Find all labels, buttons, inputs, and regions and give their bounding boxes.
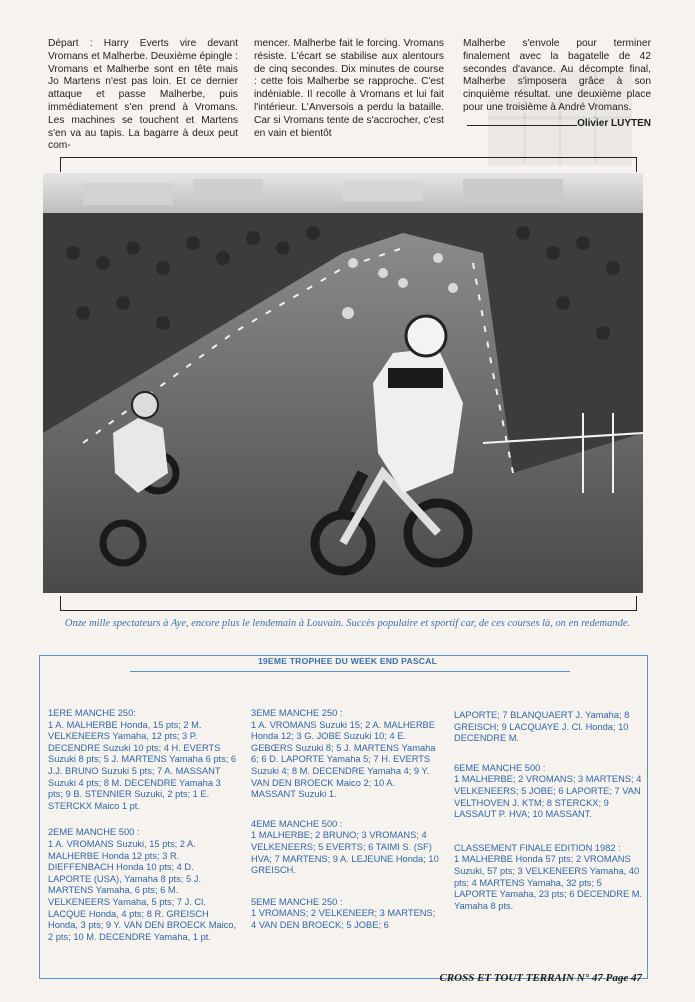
result-text: 1 A. VROMANS Suzuki 15; 2 A. MALHERBE Honda 12; 3 G. JOBE Suzuki 10; 4 E. GEBŒRS Suzuki 8; 5 J. MARTENS Yamaha 6; 6 D. LAPORTE Yamaha 5; 7 H. EVERTS Suzuki 4; 8 M. DECENDRE Yamaha 4; 9 Y. VAN DEN BROECK Maico 2; 10 A. MASSANT Suzuki 1. [251, 719, 436, 800]
author-name: Olivier LUYTEN [577, 118, 651, 129]
result-block [48, 827, 238, 943]
result-block [251, 897, 441, 932]
result-heading: 2EME MANCHE 500 : [48, 827, 140, 838]
result-heading: 1ERE MANCHE 250: [48, 708, 136, 718]
results-column-1 [48, 708, 238, 958]
result-text: 1 A. VROMANS Suzuki, 15 pts; 2 A. MALHERBE Honda 12 pts; 3 R. DIEFFENBACH Honda 10 pts; 4 D. LAPORTE (USA), Yamaha 8 pts; 5 J. MARTENS Yamaha, 6 pts; 6 M. VELKENEERS Yamaha, 5 pts; 7 J. Cl. LACQUE Honda, 4 pts; 8 R. GREISCH Honda, 3 pts; 9 Y. VAN DEN BROECK Maico, 2 pts; 10 M. DECENDRE Yamaha, 1 pt. [48, 838, 237, 942]
article-column-2: mencer. Malherbe fait le forcing. Vromans résiste. L'écart se stabilise aux alentours de cinq secondes. Dix minutes de course : cette fois Malherbe se rapproche. C'est indéniable. Il recolle à Vromans et lui fait l'intérieur. L'Anversois a perdu la bataille. Car si Vromans tente de s'accrocher, c'est en vain et bientôt [254, 38, 444, 139]
result-heading: 4EME MANCHE 500 : [251, 818, 343, 829]
photo-frame-bottom [60, 596, 637, 611]
result-block [454, 710, 644, 745]
result-heading: CLASSEMENT FINALE EDITION 1982 : [454, 842, 621, 853]
author-signature [463, 118, 651, 129]
results-title: 19EME TROPHEE DU WEEK END PASCAL [257, 656, 438, 666]
article-column-3: Malherbe s'envole pour terminer finalement avec la bagatelle de 42 secondes d'avance. Au décompte final, Malherbe s'imposera grâce à son cinquième résultat. une deuxième place pour une troisième à André Vromans. [463, 38, 651, 113]
result-heading: 3EME MANCHE 250 : [251, 708, 343, 718]
result-text: LAPORTE; 7 BLANQUAERT J. Yamaha; 8 GREISCH; 9 LACQUAYE J. Cl. Honda; 10 DECENDRE M. [454, 710, 630, 744]
result-text: 1 VROMANS; 2 VELKENEER; 3 MARTENS; 4 VAN DEN BROECK; 5 JOBE; 6 [251, 908, 436, 930]
result-block [454, 843, 644, 913]
photo-caption: Onze mille spectateurs à Aye, encore plus le lendemain à Louvain. Succès populaire et sportif car, de ces courses là, on en redemande. [64, 618, 631, 629]
photo-frame-top [60, 157, 637, 172]
article-column-1: Départ : Harry Everts vire devant Vromans et Malherbe. Deuxième épingle : Vromans et Malherbe sont en tête mais Jo Martens n'est pas loin. Et ce dernier attaque et passe Malherbe, puis immédiatement s'en prend à Vromans. Les machines se touchent et Martens s'en va au tapis. La bagarre à deux peut com- [48, 38, 238, 152]
motocross-photo [43, 173, 643, 593]
result-text: 1 MALHERBE Honda 57 pts; 2 VROMANS Suzuki, 57 pts; 3 VELKENEERS Yamaha, 40 pts; 4 MARTENS Yamaha, 32 pts; 5 LAPORTE Yamaha, 23 pts; 6 DECENDRE M. Yamaha 8 pts. [454, 854, 643, 911]
result-block [454, 763, 644, 821]
results-title-rule [130, 671, 570, 672]
result-text: 1 MALHERBE; 2 BRUNO; 3 VROMANS; 4 VELKENEERS; 5 EVERTS; 6 TAIMI S. (SF) HVA; 7 MARTENS; 9 A. LEJEUNE Honda; 10 GREISCH. [251, 830, 439, 876]
result-heading: 5EME MANCHE 250 : [251, 896, 343, 907]
result-block [251, 708, 441, 801]
result-block [251, 819, 441, 877]
results-column-3 [454, 710, 644, 927]
page-footer: CROSS ET TOUT TERRAIN N° 47 Page 47 [439, 972, 642, 984]
result-heading: 6EME MANCHE 500 : [454, 762, 546, 773]
result-block [48, 708, 238, 812]
results-column-2 [251, 708, 441, 947]
signature-rule [467, 125, 577, 126]
result-text: 1 MALHERBE; 2 VROMANS; 3 MARTENS; 4 VELKENEERS; 5 JOBE; 6 LAPORTE; 7 VAN VELTHOVEN J. KTM; 8 STERCKX; 9 LASSAUT P. HVA; 10 MASSANT. [454, 774, 642, 820]
result-text: 1 A. MALHERBE Honda, 15 pts; 2 M. VELKENEERS Yamaha, 12 pts; 3 P. DECENDRE Suzuki 10 pts; 4 H. EVERTS Suzuki 8 pts; 5 J. MARTENS Yamaha 6 pts; 6 J.J. BRUNO Suzuki 5 pts; 7 A. MASSANT Suzuki 4 pts; 8 M. DECENDRE Yamaha 3 pts; 9 B. STENNIER Suzuki, 2 pts; 1 E. STERCKX Maico 1 pt. [48, 719, 237, 811]
